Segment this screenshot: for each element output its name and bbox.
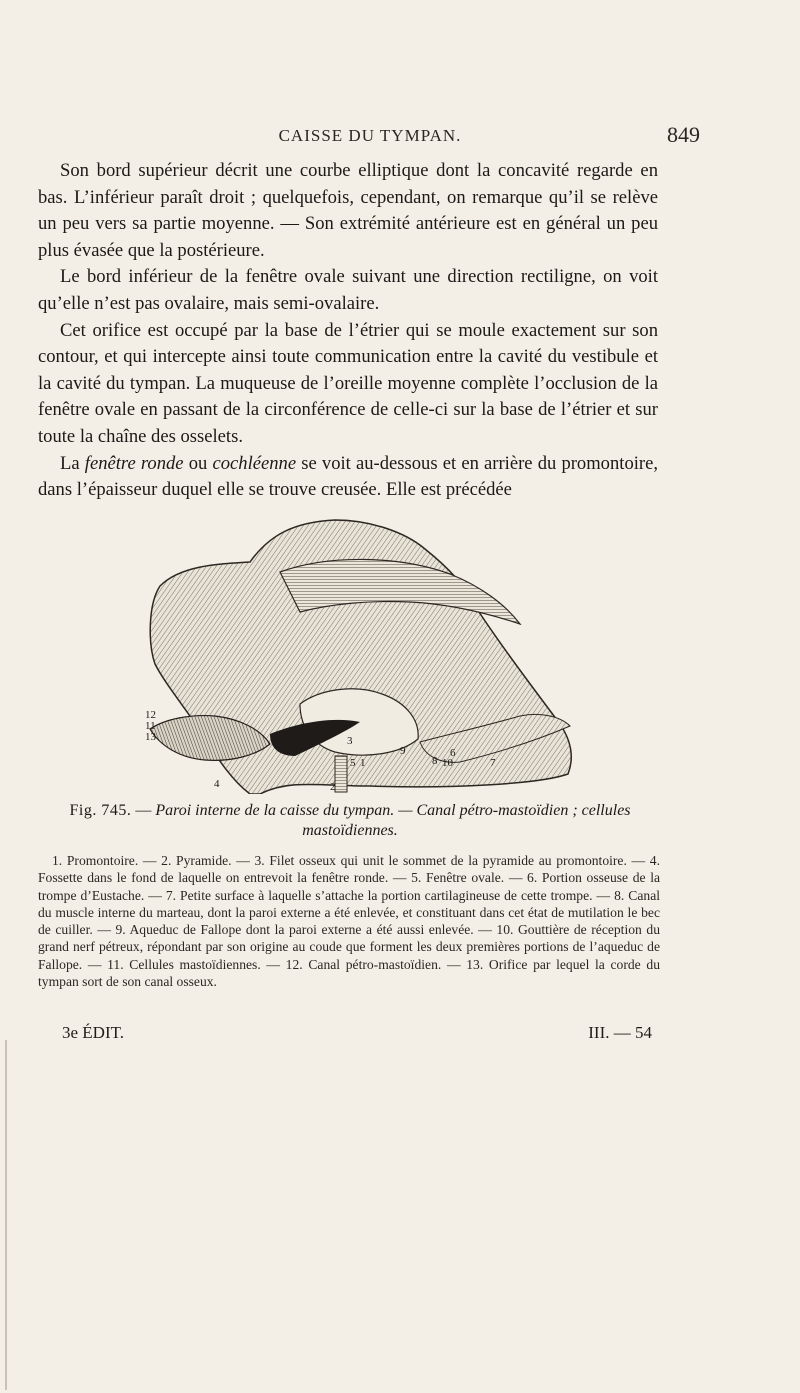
edition-mark: 3e ÉDIT. <box>62 1023 124 1042</box>
label-2: 2 <box>330 781 336 793</box>
label-12: 12 <box>145 709 156 721</box>
signature-mark: III. — 54 <box>588 1023 652 1042</box>
page-edge-shadow <box>5 1040 7 1390</box>
paragraph-4-rest: se voit au-dessous et en arrière du promontoire, dans l’épaisseur duquel elle se trouve creusée. Elle est précédée <box>38 452 659 501</box>
label-3: 3 <box>347 735 353 747</box>
paragraph-1: Son bord supérieur décrit une courbe elliptique dont la concavité regarde en bas. L’inférieur paraît droit ; quelquefois, cependant, on remarque qu’il se relève un peu vers sa partie moyenne. — Son extrémité antérieure est en général un peu plus évasée que la postérieure. <box>38 160 658 261</box>
legend-text: 1. Promontoire. — 2. Pyramide. — 3. Filet osseux qui unit le sommet de la pyramide au promontoire. — 4. Fossette dans le fond de laquelle on entrevoit la fenêtre ronde. — 5. Fenêtre ovale. — 6. Portion osseuse de la trompe d’Eustache. — 7. Petite surface à laquelle s’attache la portion cartilagineuse de cette trompe. — 8. Canal du muscle interne du marteau, dont la paroi externe a été enlevée, et constituant dans cet état de mutilation le bec de cuiller. — 9. Aqueduc de Fallope dont la paroi externe a été aussi enlevée. — 10. Gouttière de réception du grand nerf pétreux, répondant par son origine au coude que forment les deux premières portions de l’aqueduc de Fallope. — 11. Cellules mastoïdiennes. — 12. Canal pétro-mastoïdien. — 13. Orifice par lequel la corde du tympan sort de son canal osseux. <box>38 853 660 990</box>
label-5: 5 <box>350 757 356 769</box>
figure-legend <box>38 852 660 990</box>
label-1: 1 <box>360 757 366 769</box>
figure-caption <box>40 801 660 841</box>
label-11: 11 <box>145 720 156 732</box>
label-6: 6 <box>450 747 456 759</box>
label-8: 8 <box>432 755 438 767</box>
body-text <box>38 158 658 504</box>
caption-title: Paroi interne de la caisse du tympan. — Canal pétro-mastoïdien ; cellules mastoïdiennes. <box>155 802 631 839</box>
paragraph-2: Le bord inférieur de la fenêtre ovale suivant une direction rectiligne, on voit qu’elle n’est pas ovalaire, mais semi-ovalaire. <box>38 266 658 314</box>
anatomical-figure <box>120 494 600 794</box>
page-number: 849 <box>667 122 700 147</box>
label-10: 10 <box>442 757 453 769</box>
pyramid-column <box>335 756 347 792</box>
term-cochleenne: cochléenne <box>212 452 297 474</box>
paragraph-4-prefix: La <box>60 452 85 474</box>
label-4: 4 <box>214 778 220 790</box>
page-footer <box>62 1023 652 1045</box>
label-9: 9 <box>400 745 406 757</box>
paragraph-3: Cet orifice est occupé par la base de l’étrier qui se moule exactement sur son contour, et qui intercepte ainsi toute communication entre la cavité du vestibule et la cavité du tympan. La muqueuse de l’oreille moyenne complète l’occlusion de la fenêtre ovale en passant de la circonférence de celle-ci sur la base de l’étrier et sur toute la chaîne des osselets. <box>38 319 658 447</box>
caption-dash: — <box>131 802 156 819</box>
running-title: CAISSE DU TYMPAN. <box>278 126 462 145</box>
figure-number: Fig. 745. <box>69 802 132 819</box>
label-7: 7 <box>490 757 496 769</box>
paragraph-4-mid: ou <box>183 452 213 474</box>
label-13: 13 <box>145 731 156 743</box>
term-fenetre-ronde: fenêtre ronde <box>84 452 184 474</box>
page-header <box>40 122 700 152</box>
